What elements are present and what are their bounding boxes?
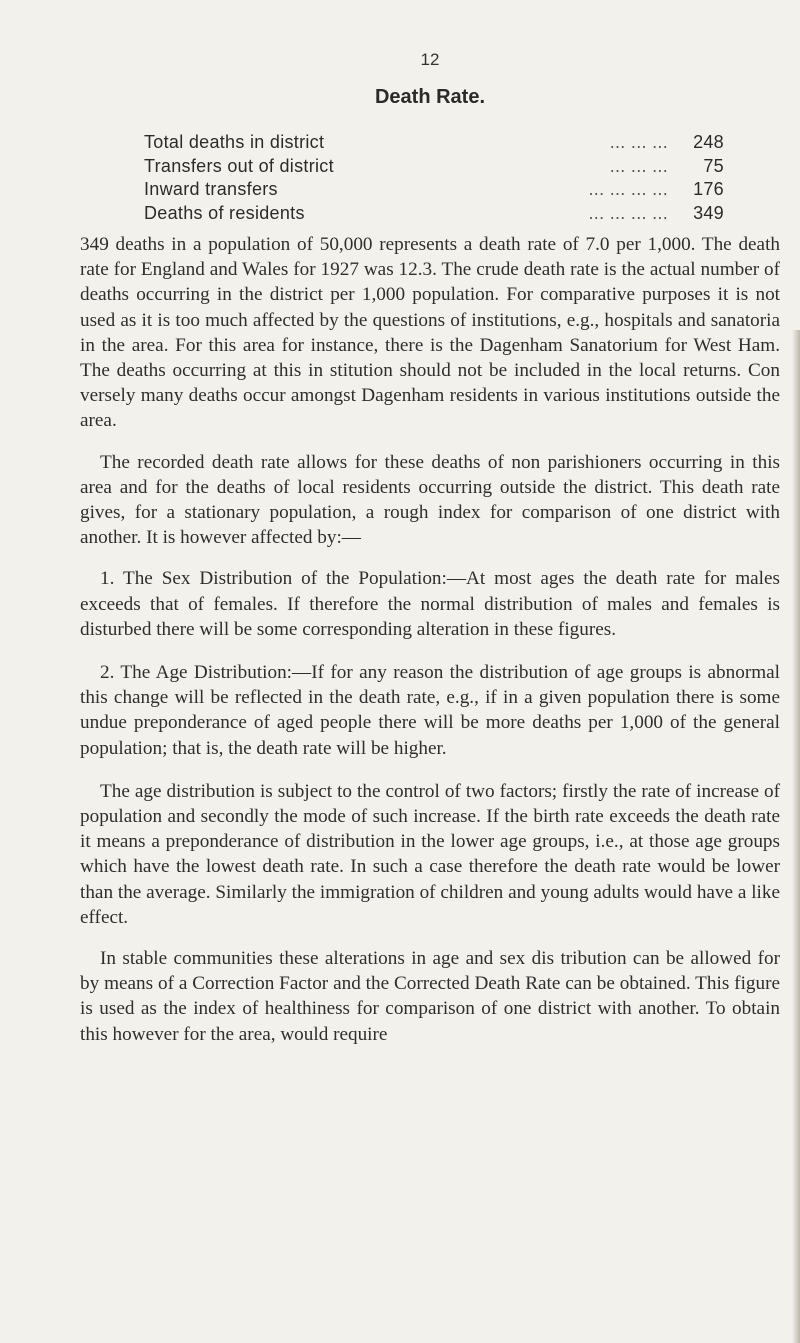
stat-row [144, 203, 724, 227]
body-text [80, 232, 780, 1063]
page-edge-shadow [792, 330, 800, 1343]
paragraph-correction-factor: In stable communities these alterations in age and sex dis tribution can be allowed for by means of a Correction Factor and the Corrected Death Rate can be obtained. This figure is used as the index of healthiness for comparison of one district with another. To obtain this however for the area, would require [80, 948, 780, 1045]
leader-dots: ... ... ... [609, 155, 668, 176]
stat-value: 349 [693, 202, 724, 223]
stat-label: Inward transfers [144, 179, 278, 199]
stat-row [144, 132, 724, 156]
death-statistics-table [144, 132, 724, 226]
leader-dots: ... ... ... [609, 132, 668, 152]
paragraph-recorded-rate: The recorded death rate allows for these deaths of non parishioners occurring in this area and for the deaths of local residents occurring outside the district. This death rate gives, for a stationary population, a rough index for comparison of one district with another. It is however affected by:— [80, 451, 780, 549]
paragraph-death-rate: 349 deaths in a population of 50,000 represents a death rate of 7.0 per 1,000. The death rate for England and Wales for 1927 was 12.3. The crude death rate is the actual number of deaths occurring in the district per 1,000 population. For comparative purposes it is not used as it is too much affected by the questions of institutions, e.g., hospitals and sanatoria in the area. For this area for instance, there is the Dagenham Sanatorium for West Ham. The deaths occurring at this in stitution should not be included in the local returns. Con versely many deaths occur amongst Dagenham residents in various institutions outside the area. [80, 234, 780, 432]
leader-dots: ... ... ... ... [588, 202, 668, 223]
stat-value: 176 [693, 179, 724, 199]
stat-value: 248 [693, 132, 724, 152]
stat-row [144, 179, 724, 203]
stat-label: Transfers out of district [144, 155, 334, 176]
stat-row [144, 156, 724, 180]
stat-label: Deaths of residents [144, 202, 305, 223]
page-number: 12 [420, 50, 440, 69]
stat-label: Total deaths in district [144, 132, 325, 152]
leader-dots: ... ... ... ... [588, 179, 668, 199]
page-title: Death Rate. [374, 86, 486, 108]
stat-value: 75 [703, 155, 724, 176]
paragraph-sex-distribution: 1. The Sex Distribution of the Population:—At most ages the death rate for males exceeds that of females. If therefore the normal distribution of males and females is disturbed there will be some corresponding alteration in these figures. [80, 568, 780, 640]
paragraph-age-factors: The age distribution is subject to the control of two factors; firstly the rate of increase of population and secondly the mode of such increase. If the birth rate exceeds the death rate it means a preponderance of distribution in the lower age groups, i.e., at those age groups which have the lowest death rate. In such a case therefore the death rate would be lower than the average. Similarly the immigration of children and young adults would have a like effect. [80, 780, 780, 928]
paragraph-age-distribution: 2. The Age Distribution:—If for any reason the distribution of age groups is abnormal this change will be reflected in the death rate, e.g., if in a given population there is some undue preponderance of aged people there will be more deaths per 1,000 of the general population; that is, the death rate will be higher. [80, 662, 780, 759]
